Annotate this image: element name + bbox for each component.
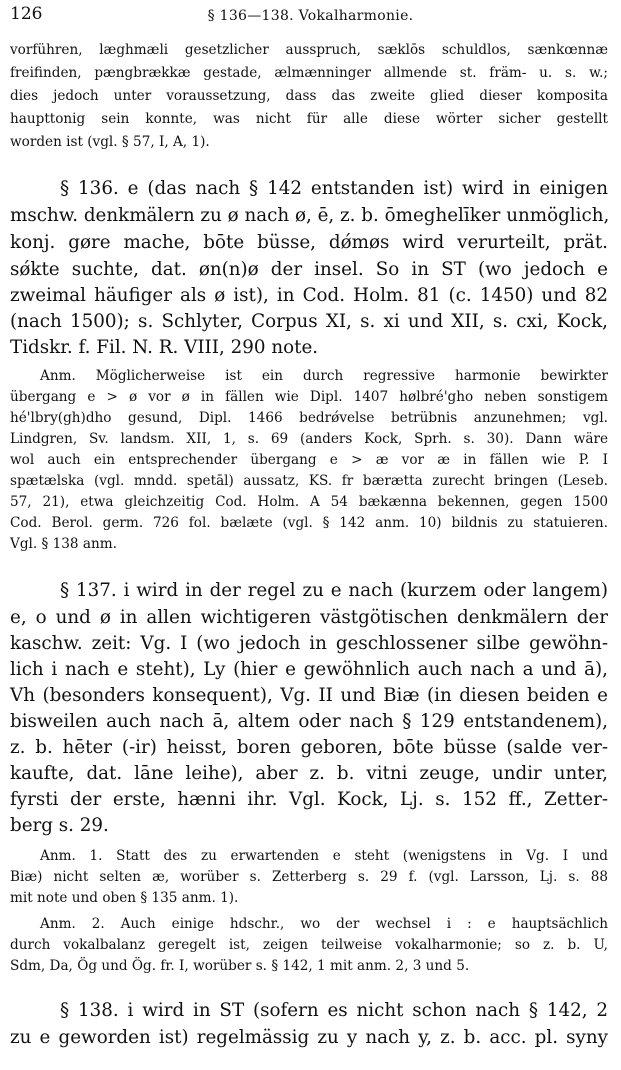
text-line: dies jedoch unter voraussetzung, dass das zweite glied dieser komposita <box>10 88 608 104</box>
section-137-heading-line: § 137. i wird in der regel zu e nach (kurzem oder langem) <box>60 580 608 601</box>
text-line: berg s. 29. <box>10 815 109 836</box>
text-line: spætælska (vgl. mndd. spetāl) aussatz, KS. fr bærætta zurecht bringen (Leseb. <box>10 473 608 489</box>
text-line: mschw. denkmälern zu ø nach ø, ē, z. b. ōmeghelīker unmöglich, <box>10 205 610 226</box>
text-line: Lindgren, Sv. landsm. XII, 1, s. 69 (anders Kock, Sprh. s. 30). Dann wäre <box>10 431 608 447</box>
text-line: Sdm, Da, Ög und Ög. fr. I, worüber s. § 142, 1 mit anm. 2, 3 und 5. <box>10 958 470 974</box>
text-line: Tidskr. f. Fil. N. R. VIII, 290 note. <box>10 337 319 358</box>
text-line: zweimal häufiger als ø ist), in Cod. Holm. 81 (c. 1450) und 82 <box>10 285 608 306</box>
text-line: Biæ) nicht selten æ, worüber s. Zetterberg s. 29 f. (vgl. Larsson, Lj. s. 88 <box>10 869 608 885</box>
text-line: worden ist (vgl. § 57, I, A, 1). <box>10 134 210 150</box>
text-line: sǿkte suchte, dat. øn(n)ø der insel. So in ST (wo jedoch e <box>10 259 608 280</box>
section-136-heading-line: § 136. e (das nach § 142 entstanden ist) wird in einigen <box>60 178 608 199</box>
text-line: e, o und ø in allen wichtigeren västgötischen denkmälern der <box>10 607 608 628</box>
text-line: Vgl. § 138 anm. <box>10 536 117 552</box>
text-line: kaufte, dat. lāne leihe), aber z. b. vitni zeuge, undir unter, <box>10 763 608 784</box>
page-header <box>10 4 611 30</box>
text-line: konj. gøre mache, bōte büsse, dǿmøs wird verurteilt, prät. <box>10 232 608 253</box>
text-line: durch vokalbalanz geregelt ist, zeigen teilweise vokalharmonie; so z. b. U, <box>10 937 608 953</box>
text-line: freifinden, pængbrækkæ gestade, ælmænninger allmende st. främ- u. s. w.; <box>10 65 608 81</box>
page-number: 126 <box>10 4 43 24</box>
text-line: bisweilen auch nach ā, altem oder nach § 129 entstandenem), <box>10 711 608 732</box>
text-line: vorführen, læghmæli gesetzlicher ausspruch, sæklōs schuldlos, sænkœnnæ <box>10 42 608 58</box>
text-line: fyrsti der erste, hænni ihr. Vgl. Kock, Lj. s. 152 ff., Zetter- <box>10 789 608 810</box>
text-line: Vh (besonders konsequent), Vg. II und Biæ (in diesen beiden e <box>10 685 608 706</box>
text-line: hé'lbry(gh)dho gesund, Dipl. 1466 bedrǿvelse betrübnis anzunehmen; vgl. <box>10 410 608 426</box>
text-line: kaschw. zeit: Vg. I (wo jedoch in geschlossener silbe gewöhn- <box>10 633 608 654</box>
note-heading-line: Anm. Möglicherweise ist ein durch regressive harmonie bewirkter <box>40 368 608 384</box>
note-heading-line: Anm. 2. Auch einige hdschr., wo der wechsel i : e hauptsächlich <box>40 916 608 932</box>
text-line: haupttonig sein konnte, was nicht für alle diese wörter sicher gestellt <box>10 111 608 127</box>
running-title: § 136—138. Vokalharmonie. <box>207 8 414 24</box>
text-line: übergang e > ø vor ø in fällen wie Dipl. 1407 hølbré'gho neben sonstigem <box>10 389 608 405</box>
text-line: wol auch ein entsprechender übergang e > æ vor æ in fällen wie P. I <box>10 452 608 468</box>
section-138-heading-line: § 138. i wird in ST (sofern es nicht schon nach § 142, 2 <box>60 1000 608 1021</box>
text-line: zu e geworden ist) regelmässig zu y nach y, z. b. acc. pl. syny <box>10 1027 608 1048</box>
text-line: z. b. hēter (-ir) heisst, boren geboren, bōte büsse (salde ver- <box>10 737 608 758</box>
note-heading-line: Anm. 1. Statt des zu erwartenden e steht (wenigstens in Vg. I und <box>40 848 608 864</box>
text-line: Cod. Berol. germ. 726 fol. bælæte (vgl. § 142 anm. 10) bildnis zu statuieren. <box>10 515 608 531</box>
text-line: (nach 1500); s. Schlyter, Corpus XI, s. xi und XII, s. cxi, Kock, <box>10 311 608 332</box>
text-line: 57, 21), etwa gleichzeitig Cod. Holm. A 54 bækænna bekennen, gegen 1500 <box>10 494 608 510</box>
text-line: lich i nach e steht), Ly (hier e gewöhnlich auch nach a und ā), <box>10 659 608 680</box>
text-line: mit note und oben § 135 anm. 1). <box>10 890 239 906</box>
